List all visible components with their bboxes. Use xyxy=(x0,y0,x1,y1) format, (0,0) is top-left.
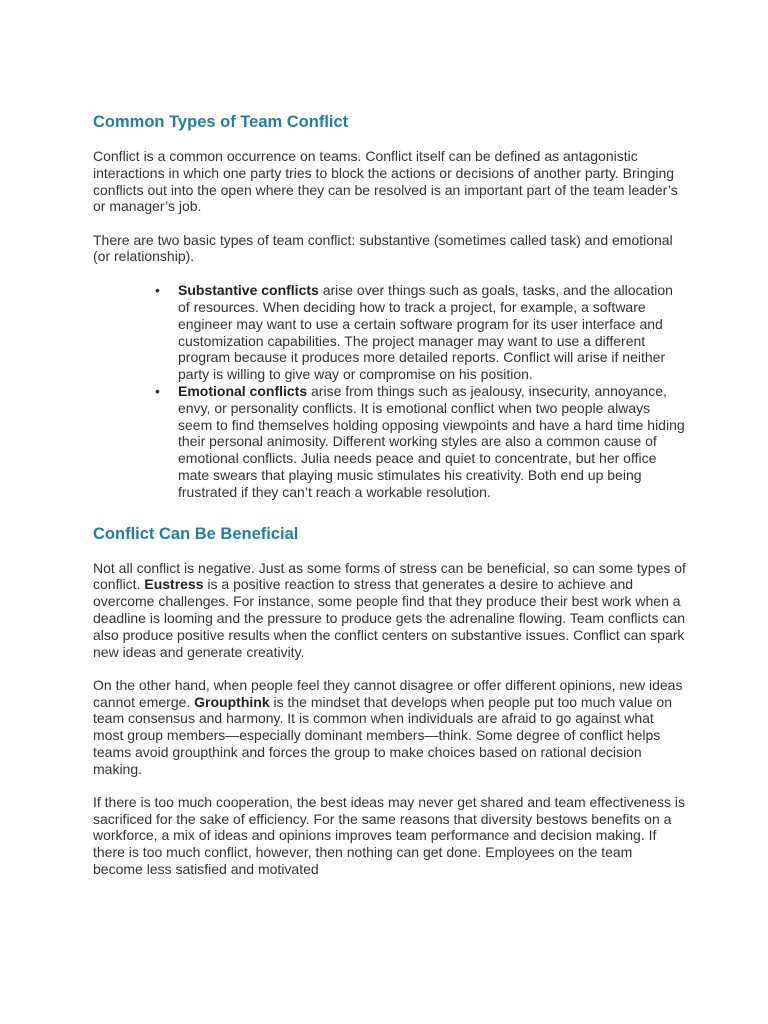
term-substantive-conflicts: Substantive conflicts xyxy=(178,282,319,299)
emotional-description: arise from things such as jealousy, insecurity, annoyance, envy, or personality conflicts. It is emotional conflict when two people always seem to find themselves holding opposing viewpoints and have a hard time hiding their personal animosity. Different working styles are also a common cause of emotional conflicts. Julia needs peace and quiet to concentrate, but her office mate swears that playing music stimulates his creativity. Both end up being frustrated if they can’t reach a workable resolution. xyxy=(178,382,685,500)
bullet-icon: • xyxy=(155,382,160,399)
eustress-description: is a positive reaction to stress that generates a desire to achieve and overcome challenges. For instance, some people find that they produce their best work when a deadline is looming and the pressure to produce gets the adrenaline flowing. Team conflicts can also produce positive results when the conflict centers on substantive issues. Conflict can spark new ideas and generate creativity. xyxy=(93,576,685,660)
list-item-emotional xyxy=(155,382,686,501)
section-title-beneficial: Conflict Can Be Beneficial xyxy=(93,524,299,543)
eustress-intro: Not all conflict is negative. Just as some forms of stress can be beneficial, so can some types of conflict. xyxy=(93,559,686,593)
substantive-description: arise over things such as goals, tasks, and the allocation of resources. When deciding how to track a project, for example, a software engineer may want to use a certain software program for its user interface and customization capabilities. The project manager may want to use a different program because it produces more detailed reports. Conflict will arise if neither party is willing to give way or compromise on his position. xyxy=(178,282,673,383)
paragraph-cooperation-balance: If there is too much cooperation, the best ideas may never get shared and team effectiveness is sacrificed for the sake of efficiency. For the same reasons that diversity bestows benefits on a workforce, a mix of ideas and opinions improves team performance and decision making. If there is too much conflict, however, then nothing can get done. Employees on the team become less satisfied and motivated xyxy=(93,793,685,878)
paragraph-eustress xyxy=(93,560,686,661)
term-emotional-conflicts: Emotional conflicts xyxy=(178,382,308,399)
groupthink-intro: On the other hand, when people feel they cannot disagree or offer different opinions, new ideas cannot emerge. xyxy=(93,676,683,710)
paragraph-conflict-definition: Conflict is a common occurrence on teams. Conflict itself can be defined as antagonistic interactions in which one party tries to block the actions or decisions of another party. Bringing conflicts out into the open where they can be resolved is an important part of the team leader’s or manager’s job. xyxy=(93,148,678,215)
bullet-icon: • xyxy=(155,282,160,299)
conflict-types-list xyxy=(93,282,686,500)
section-title-common-types: Common Types of Team Conflict xyxy=(93,113,349,131)
groupthink-description: is the mindset that develops when people put too much value on team consensus and harmony. It is common when individuals are afraid to go against what most group members—especially dominant members—think. Some degree of conflict helps teams avoid groupthink and forces the group to make choices based on rational decision making. xyxy=(93,693,672,777)
list-item-substantive xyxy=(155,282,686,383)
paragraph-two-types: There are two basic types of team conflict: substantive (sometimes called task) and emotional (or relationship). xyxy=(93,231,673,265)
term-eustress: Eustress xyxy=(144,576,204,593)
term-groupthink: Groupthink xyxy=(194,693,270,710)
paragraph-groupthink xyxy=(93,677,686,778)
